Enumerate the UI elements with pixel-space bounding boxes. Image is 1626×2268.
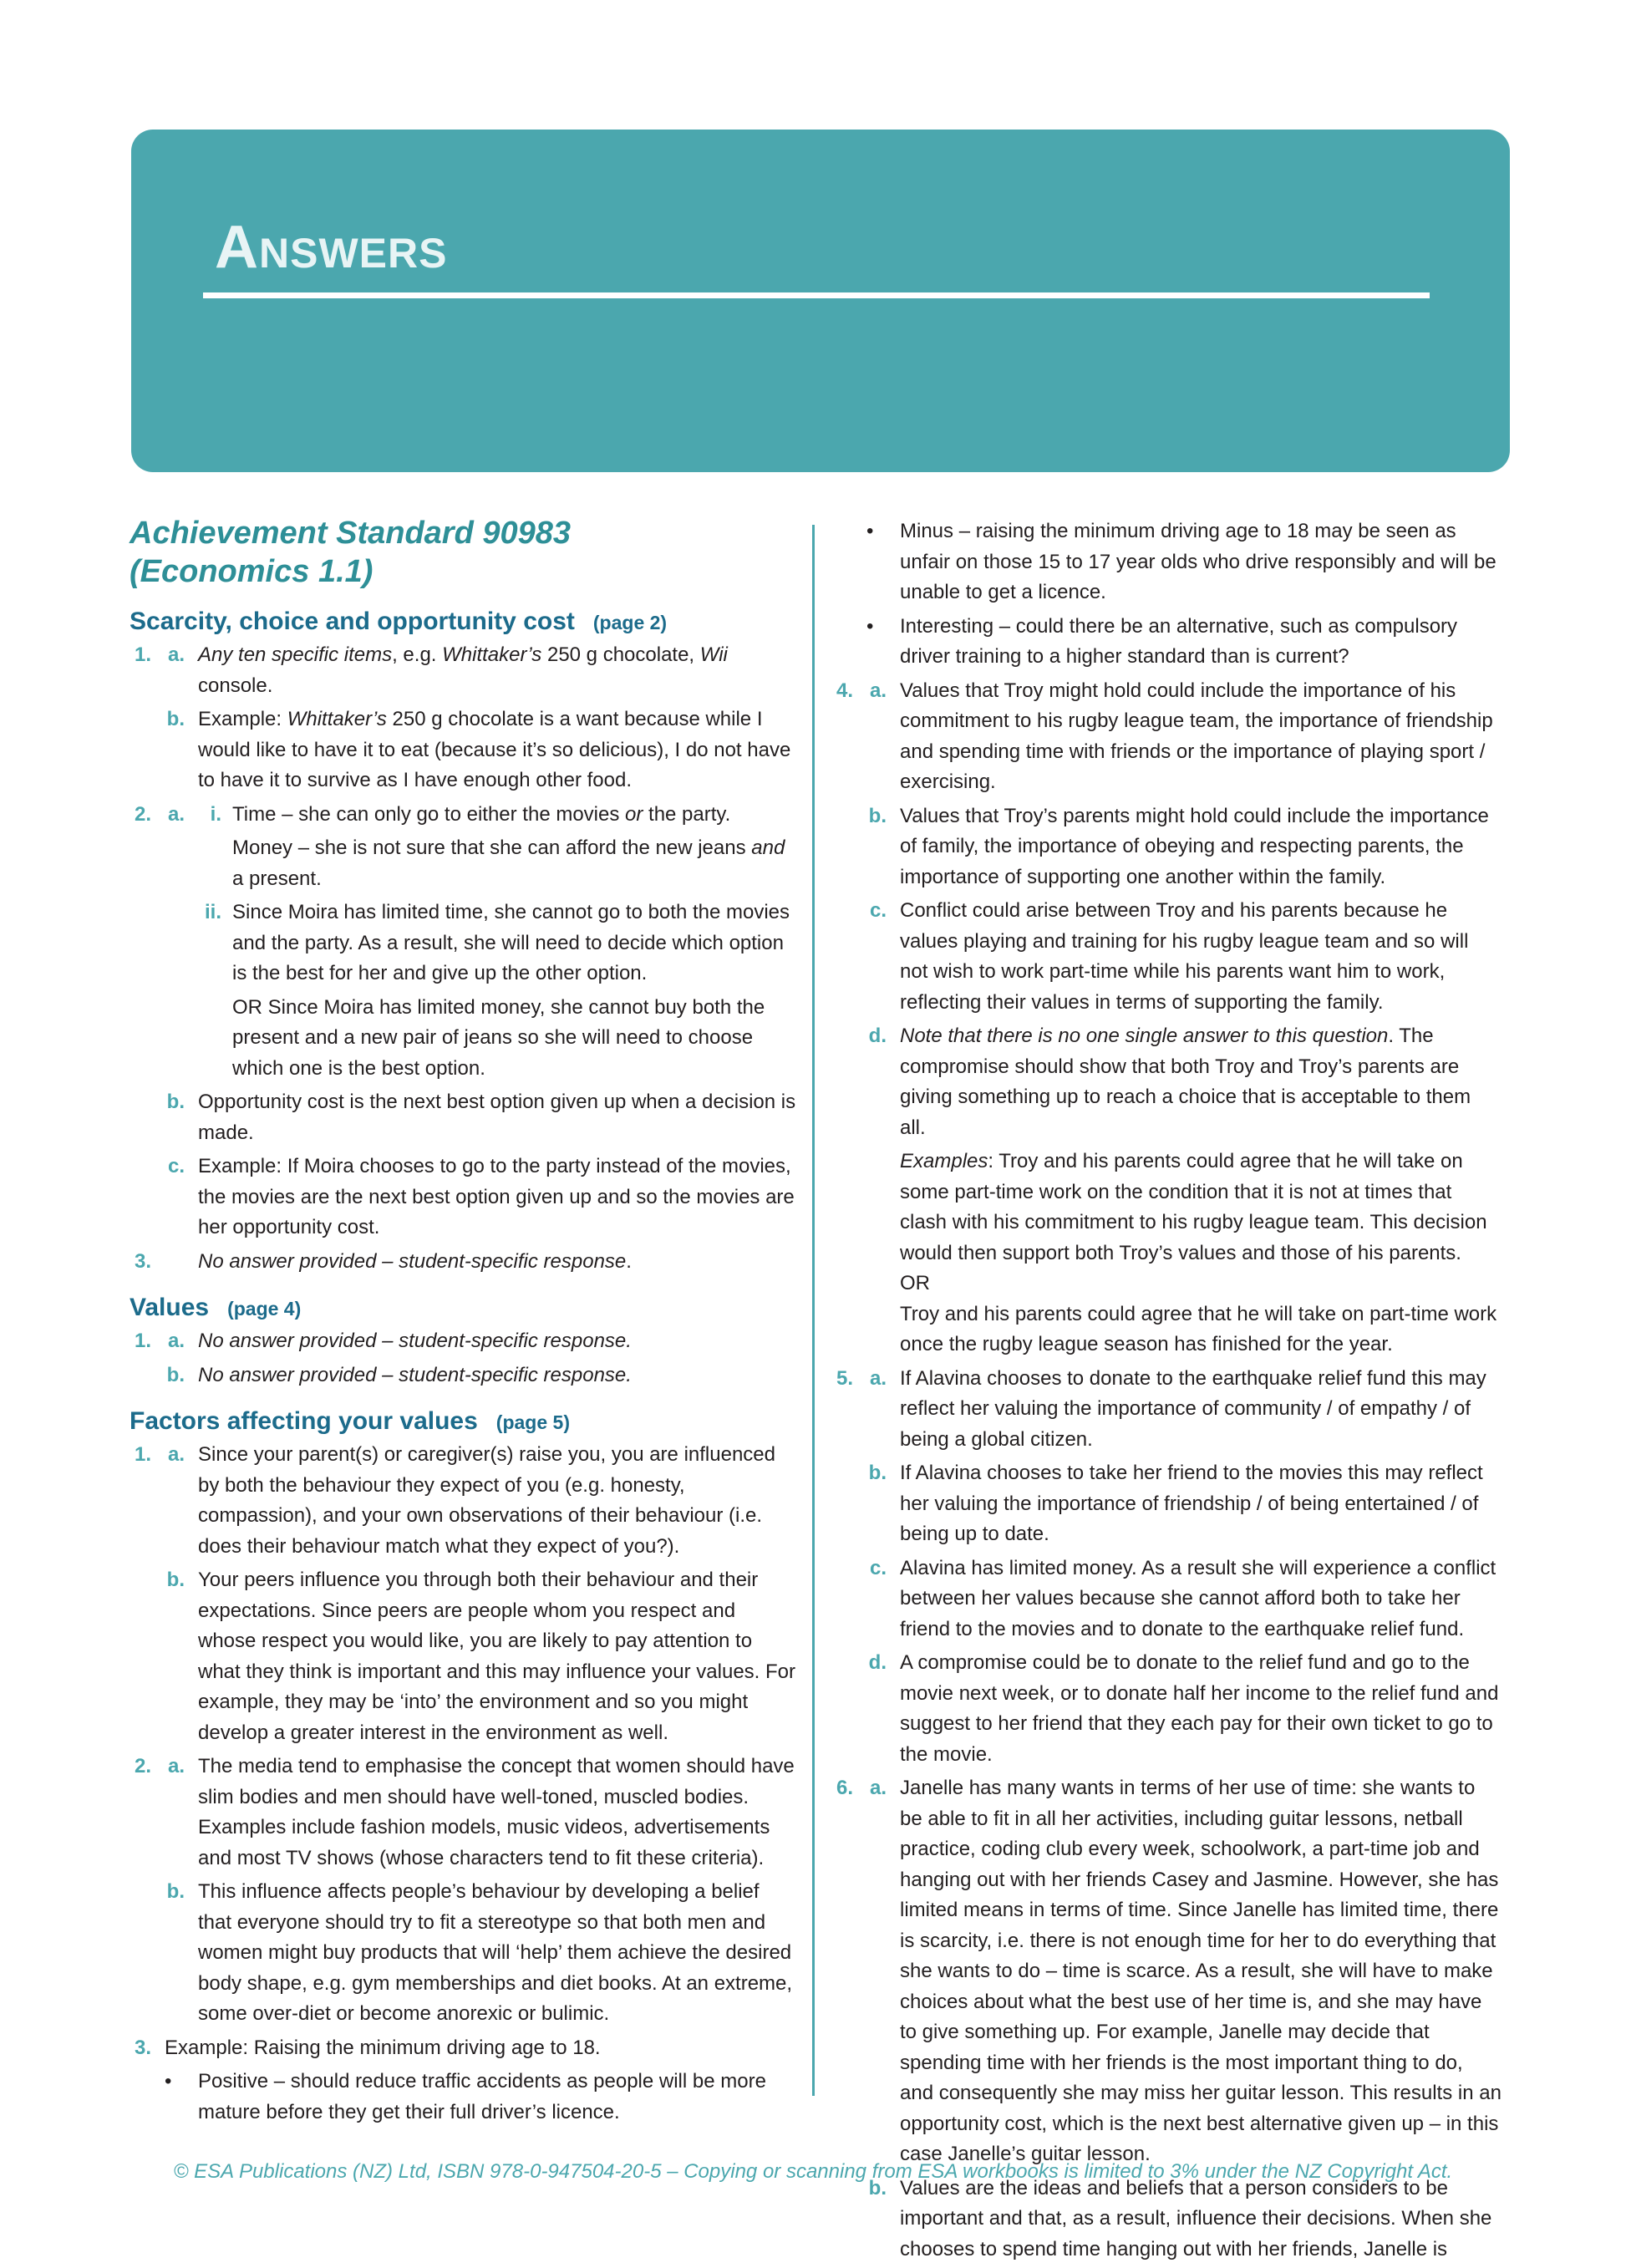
standard-line-1: Achievement Standard 90983: [130, 516, 572, 551]
part-letter: c.: [869, 1556, 887, 1579]
answer-2a-i-money: [130, 833, 798, 894]
part-letter: b.: [166, 1091, 185, 1113]
answer-text: OR: [900, 1272, 930, 1294]
answer-text: 250 g chocolate,: [541, 643, 700, 666]
answer-text-italic: No answer provided – student-specific response: [198, 1249, 627, 1273]
achievement-standard-heading: [130, 514, 798, 591]
factors-answer-1a: [130, 1440, 798, 1562]
answer-4a: [831, 676, 1502, 798]
answer-text-italic: Any ten specific items: [198, 643, 393, 666]
part-letter: b.: [166, 1363, 185, 1386]
section-heading-factors: [130, 1406, 798, 1438]
answer-text: Opportunity cost is the next best option given up when a decision is made.: [198, 1091, 796, 1144]
answer-text: Since Moira has limited time, she cannot go to both the movies and the party. As a result, she will need to decide which option is the best for her and give up the other option.: [232, 901, 790, 984]
section-page-ref: (page 2): [592, 612, 668, 633]
answer-text: . The compromise should show that both Troy and Troy’s parents are giving something up to reach a choice that is acceptable to them all.: [900, 1025, 1471, 1139]
part-letter: b.: [868, 1462, 887, 1484]
question-number: 1.: [134, 643, 151, 666]
answer-text: Interesting – could there be an alternative, such as compulsory driver training to a higher standard than is current?: [900, 614, 1458, 668]
answer-text: .: [626, 1249, 632, 1273]
answer-5a: [831, 1364, 1502, 1456]
answer-text: Since your parent(s) or caregiver(s) raise you, you are influenced by both the behaviour they expect of you (e.g. honesty, compassion), and your own observations of their behaviour (i.e. does their behaviour match what they expect of you?).: [198, 1443, 775, 1558]
brand-name: Whittaker’s: [287, 708, 387, 730]
answer-2a-i: [130, 800, 798, 831]
answer-text: Time – she can only go to either the movies: [232, 802, 626, 826]
answer-text: a present.: [232, 867, 322, 890]
bullet-icon: •: [165, 2070, 172, 2093]
answer-3: [130, 1247, 798, 1278]
answer-2c: [130, 1152, 798, 1243]
answer-text: Example: Raising the minimum driving age to 18.: [165, 2036, 601, 2059]
standard-line-2: (Economics 1.1): [130, 554, 373, 589]
section-page-ref: (page 5): [495, 1411, 570, 1433]
question-number: 1.: [134, 1330, 151, 1352]
answer-text: This influence affects people’s behaviour by developing a belief that everyone should try to fit a stereotype so that both men and women might buy products that will ‘help’ them achieve the desired body shape, e.g. gym memberships and diet books. At an extreme, some over-diet or become anorexic or bulimic.: [198, 1880, 793, 2025]
answer-text-italic: No answer provided – student-specific response.: [198, 1363, 632, 1386]
answer-text: : Troy and his parents could agree that he will take on some part-time work on the condition that it is not at times that clash with his commitment to his rugby league team. This decision would then support both Troy’s values and those of his parents.: [900, 1150, 1487, 1264]
answer-text: Alavina has limited money. As a result she will experience a conflict between her values because she cannot afford both to take her friend to the movies and to donate to the earthquake relief fund.: [900, 1556, 1496, 1640]
answer-text-italic: Examples: [900, 1150, 988, 1172]
answer-text: console.: [198, 674, 273, 697]
part-letter: b.: [166, 1569, 185, 1591]
brand-name: Whittaker’s: [442, 643, 542, 666]
part-letter: a.: [869, 1777, 887, 1799]
values-answer-1b: [130, 1360, 798, 1391]
question-number: 2.: [134, 1755, 151, 1777]
left-column: [130, 514, 798, 2131]
right-column: [831, 516, 1502, 2268]
part-letter: a.: [167, 802, 185, 826]
answer-1b: [130, 704, 798, 796]
answer-text-italic: Note that there is no one single answer to this question: [900, 1025, 1389, 1047]
answer-text: If Alavina chooses to take her friend to the movies this may reflect her valuing the importance of friendship / of being entertained / of being up to date.: [900, 1462, 1483, 1545]
title-rule: [203, 292, 1430, 298]
answer-text: A compromise could be to donate to the relief fund and go to the movie next week, or to donate half her income to the relief fund and suggest to her friend that they each pay for their own ticket to go to the movie.: [900, 1651, 1499, 1766]
answer-text: Values are the ideas and beliefs that a person considers to be important and that, as a result, influence their decisions. When she chooses to spend time hanging out with her friends, Janelle is: [900, 2176, 1492, 2260]
answer-text-italic: No answer provided – student-specific response.: [198, 1330, 632, 1352]
answer-6b: [831, 2174, 1502, 2265]
question-number: 3.: [134, 1249, 151, 1273]
answer-6a: [831, 1773, 1502, 2170]
answer-2b: [130, 1087, 798, 1148]
answer-1a: [130, 640, 798, 701]
brand-name: Wii: [699, 643, 728, 666]
answer-text: If Alavina chooses to donate to the earthquake relief fund this may reflect her valuing the importance of community / of empathy / of being a global citizen.: [900, 1366, 1486, 1451]
part-letter: c.: [869, 899, 887, 922]
bullet-icon: •: [866, 520, 874, 542]
answer-text: 250 g chocolate is a want because while I would like to have it to eat (because it’s so delicious), I do not have to have it to survive as I have enough other food.: [198, 708, 791, 791]
question-number: 1.: [134, 1443, 151, 1466]
answer-5d: [831, 1648, 1502, 1770]
factors-answer-3-minus: [831, 516, 1502, 608]
section-page-ref: (page 4): [227, 1298, 302, 1320]
answer-text: Money – she is not sure that she can afford the new jeans: [232, 837, 752, 859]
factors-answer-3-positive: [130, 2067, 798, 2128]
copyright-footer: © ESA Publications (NZ) Ltd, ISBN 978-0-947504-20-5 – Copying or scanning from ESA workbooks is limited to 3% under the NZ Copyright Act.: [173, 2160, 1453, 2183]
part-letter: b.: [166, 1880, 185, 1903]
answer-text: Conflict could arise between Troy and his parents because he values playing and training for his rugby league team and so will not wish to work part-time while his parents want him to work, reflecting their values in terms of supporting the family.: [900, 899, 1469, 1014]
column-divider: [812, 525, 815, 2096]
section-title: Values: [130, 1294, 210, 1321]
factors-answer-3: [130, 2033, 798, 2064]
question-number: 6.: [836, 1777, 853, 1799]
bullet-icon: •: [866, 614, 874, 638]
part-letter: b.: [868, 2176, 887, 2199]
answer-2a-ii-alt: [130, 993, 798, 1085]
answer-4d-examples: [831, 1147, 1502, 1360]
part-letter: a.: [869, 679, 887, 702]
factors-answer-2a: [130, 1752, 798, 1874]
answer-5c: [831, 1554, 1502, 1645]
question-number: 2.: [134, 802, 151, 826]
answer-text: The media tend to emphasise the concept that women should have slim bodies and men should have well-toned, muscled bodies. Examples include fashion models, music videos, advertisements and most TV shows (whose characters tend to fit these criteria).: [198, 1755, 795, 1869]
answer-2a-ii: [130, 898, 798, 989]
part-letter: a.: [167, 643, 185, 666]
sub-part-numeral: i.: [210, 802, 221, 826]
part-letter: c.: [167, 1155, 185, 1177]
part-letter: b.: [166, 708, 185, 730]
answer-4d: [831, 1021, 1502, 1143]
values-answer-1a: [130, 1326, 798, 1357]
part-letter: d.: [868, 1651, 887, 1674]
part-letter: b.: [868, 804, 887, 827]
question-number: 3.: [134, 2036, 151, 2059]
section-heading-values: [130, 1292, 798, 1325]
part-letter: a.: [869, 1366, 887, 1390]
answer-text: the party.: [643, 802, 731, 826]
part-letter: a.: [167, 1443, 185, 1466]
answer-text: OR Since Moira has limited money, she cannot buy both the present and a new pair of jeans so she will need to choose which one is the best option.: [232, 995, 765, 1080]
factors-answer-3-interesting: [831, 612, 1502, 673]
answer-text: Janelle has many wants in terms of her use of time: she wants to be able to fit in all her activities, including guitar lessons, netball practice, coding club every week, schoolwork, a part-time job and hanging out with her friends Casey and Jasmine. However, she has limited means in terms of time. Since Janelle has limited time, there is scarcity, i.e. there is not enough time for her to do everything that she wants to do – time is scarce. As a result, she will have to make choices about what the best use of her time is, and she may have to give something up. For example, Janelle may decide that spending time with her friends is the most important thing to do, and consequently she may miss her guitar lesson. This results in an opportunity cost, which is the next best alternative given up – in this case Janelle’s guitar lesson.: [900, 1777, 1502, 2165]
part-letter: a.: [167, 1330, 185, 1352]
answer-text: Your peers influence you through both their behaviour and their expectations. Since peers are people whom you respect and whose respect you would like, you are likely to pay attention to what they think is important and this may influence your values. For example, they may be ‘into’ the environment and so you might develop a greater interest in the environment as well.: [198, 1569, 796, 1744]
section-title: Scarcity, choice and opportunity cost: [130, 608, 575, 635]
sub-part-numeral: ii.: [204, 901, 221, 923]
question-number: 5.: [836, 1366, 853, 1390]
answer-text: Example: If Moira chooses to go to the party instead of the movies, the movies are the next best option given up and so the movies are her opportunity cost.: [198, 1155, 795, 1238]
page-title: Answers: [215, 214, 448, 281]
emphasis: and: [751, 837, 785, 859]
section-heading-scarcity: [130, 606, 798, 638]
answer-text: , e.g.: [392, 643, 443, 666]
part-letter: d.: [868, 1025, 887, 1047]
question-number: 4.: [836, 679, 853, 702]
section-title: Factors affecting your values: [130, 1407, 478, 1435]
answer-5b: [831, 1458, 1502, 1550]
answer-text: Minus – raising the minimum driving age to 18 may be seen as unfair on those 15 to 17 year olds who drive responsibly and will be unable to get a licence.: [900, 520, 1496, 603]
part-letter: a.: [167, 1755, 185, 1777]
answer-text: Positive – should reduce traffic accidents as people will be more mature before they get their full driver’s licence.: [198, 2070, 766, 2123]
answer-text: Values that Troy might hold could include the importance of his commitment to his rugby league team, the importance of friendship and spending time with friends or the importance of playing sport / exercising.: [900, 679, 1493, 793]
answer-text: Troy and his parents could agree that he will take on part-time work once the rugby league season has finished for the year.: [900, 1302, 1497, 1355]
answers-banner: [131, 130, 1510, 472]
answer-text: Example:: [198, 708, 287, 730]
factors-answer-1b: [130, 1565, 798, 1748]
answer-4b: [831, 801, 1502, 893]
emphasis: or: [625, 802, 643, 826]
answer-4c: [831, 896, 1502, 1018]
answer-text: Values that Troy’s parents might hold could include the importance of family, the importance of obeying and respecting parents, the importance of supporting one another within the family.: [900, 804, 1489, 888]
factors-answer-2b: [130, 1877, 798, 2030]
